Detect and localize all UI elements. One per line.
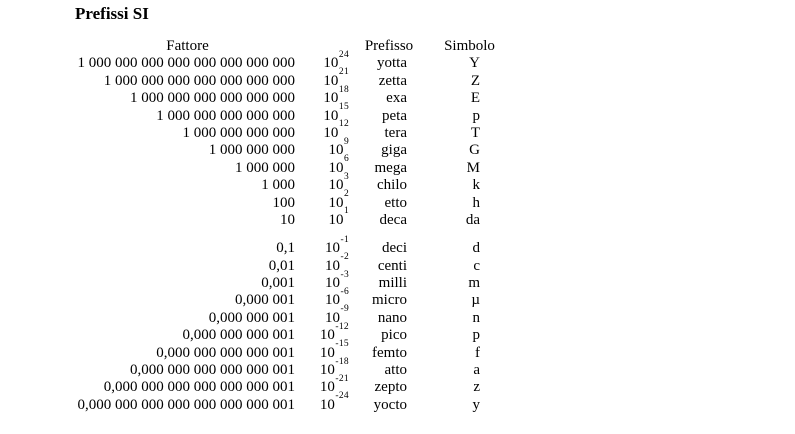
power-of-ten: $10^{-12}$ [319, 321, 349, 344]
prefix-name: micro [372, 292, 407, 309]
table-row [60, 373, 480, 396]
prefix-name: zetta [378, 72, 407, 89]
power-of-ten: $10^3$ [328, 171, 349, 194]
prefix-symbol: k [472, 177, 480, 194]
prefix-symbol: c [473, 257, 480, 274]
power-of-ten: $10^{-3}$ [324, 269, 349, 292]
factor-value: 1 000 000 000 000 000 000 000 000 [77, 55, 295, 72]
table-row [60, 136, 480, 159]
prefix-name: yocto [373, 396, 407, 413]
factor-value: 0,000 000 000 000 000 000 000 001 [77, 396, 295, 413]
si-prefixes-table [60, 38, 495, 414]
prefix-name: deca [379, 211, 407, 228]
power-exponent: -21 [335, 373, 349, 384]
table-row [60, 356, 480, 379]
prefix-symbol: y [472, 396, 480, 413]
power-exponent: 24 [338, 49, 349, 60]
table-row [60, 391, 480, 414]
column-header-simbolo: Simbolo [444, 38, 495, 54]
power-exponent: -12 [335, 321, 349, 332]
power-exponent: -6 [340, 286, 349, 297]
table-row [60, 171, 480, 194]
factor-value: 0,000 000 000 000 001 [156, 344, 295, 361]
table-row [60, 234, 480, 257]
power-of-ten: $10^{-18}$ [319, 356, 349, 379]
table-row [60, 252, 480, 275]
table-row [60, 321, 480, 344]
prefix-name: deci [382, 240, 407, 257]
prefix-name: zepto [374, 379, 407, 396]
power-of-ten: $10^{24}$ [323, 49, 349, 72]
table-header-row [60, 38, 495, 55]
factor-value: 1 000 000 000 000 000 000 [130, 90, 295, 107]
factor-value: 1 000 000 000 000 000 000 000 [103, 72, 295, 89]
factor-value: 0,01 [268, 257, 295, 274]
factor-value: 1 000 000 000 [208, 142, 295, 159]
table-row [60, 286, 480, 309]
prefix-symbol: p [472, 327, 480, 344]
power-of-ten: $10^{-15}$ [319, 339, 349, 361]
power-exponent: -2 [340, 252, 349, 263]
power-exponent: -18 [335, 356, 349, 367]
table-row [60, 154, 480, 177]
prefix-symbol: G [469, 142, 480, 159]
prefix-name: atto [384, 362, 407, 379]
power-exponent: 15 [338, 102, 349, 113]
prefix-symbol: M [466, 159, 480, 176]
table-row [60, 49, 480, 72]
factor-value: 1 000 000 000 000 000 [156, 107, 295, 124]
power-of-ten: $10^{-2}$ [324, 252, 349, 274]
power-exponent: 3 [343, 171, 349, 182]
table-row [60, 84, 480, 107]
power-exponent: -1 [340, 234, 349, 245]
column-header-prefisso: Prefisso [364, 38, 414, 54]
factor-value: 10 [280, 211, 295, 228]
power-exponent: 21 [338, 67, 349, 78]
power-exponent: -24 [335, 391, 349, 402]
power-of-ten: $10^1$ [328, 206, 349, 228]
table-row [60, 189, 480, 212]
power-of-ten: $10^{12}$ [323, 119, 349, 141]
power-of-ten: $10^{-9}$ [324, 304, 349, 326]
prefix-symbol: z [473, 379, 480, 396]
prefix-symbol: a [473, 362, 480, 379]
prefix-symbol: Y [469, 55, 480, 72]
factor-value: 0,1 [276, 240, 295, 257]
prefix-name: femto [372, 344, 407, 361]
power-of-ten: $10^{-1}$ [324, 234, 349, 257]
prefix-name: etto [384, 194, 407, 211]
prefix-symbol: da [465, 211, 480, 228]
power-of-ten: $10^{-21}$ [319, 373, 349, 396]
prefix-name: nano [377, 309, 407, 326]
factor-value: 1 000 000 [235, 159, 295, 176]
power-of-ten: $10^9$ [328, 136, 349, 159]
prefix-symbol: f [475, 344, 480, 361]
prefix-name: chilo [377, 177, 407, 194]
prefix-symbol: h [472, 194, 480, 211]
prefix-name: tera [384, 124, 407, 141]
table-body [60, 49, 480, 414]
power-of-ten: $10^2$ [328, 189, 349, 211]
power-of-ten: $10^{15}$ [323, 102, 349, 124]
factor-value: 0,001 [261, 275, 295, 292]
page-title: Prefissi SI [75, 4, 149, 23]
table-row [60, 67, 480, 90]
prefix-symbol: E [470, 90, 480, 107]
power-of-ten: $10^{21}$ [323, 67, 349, 89]
prefix-name: centi [377, 257, 407, 274]
prefix-name: milli [378, 275, 407, 292]
power-exponent: 6 [343, 154, 349, 165]
power-of-ten: $10^6$ [328, 154, 349, 176]
factor-value: 0,000 000 000 001 [182, 327, 295, 344]
table-row [60, 119, 480, 142]
factor-value: 1 000 000 000 000 [182, 124, 295, 141]
prefix-name: giga [381, 142, 407, 159]
power-exponent: 1 [343, 206, 349, 217]
power-exponent: 18 [338, 84, 349, 95]
table-row [60, 269, 480, 292]
prefix-symbol: n [472, 309, 480, 326]
power-exponent: -9 [340, 304, 349, 315]
prefix-symbol: d [472, 240, 480, 257]
prefix-symbol: µ [471, 292, 480, 309]
factor-value: 100 [272, 194, 295, 211]
factor-value: 0,000 001 [235, 292, 295, 309]
prefix-name: yotta [377, 55, 407, 72]
prefix-name: peta [382, 107, 407, 124]
power-exponent: 12 [338, 119, 349, 130]
column-header-fattore: Fattore [166, 38, 209, 54]
power-of-ten: $10^{-24}$ [319, 391, 349, 413]
prefix-symbol: T [470, 124, 480, 141]
factor-value: 0,000 000 001 [208, 309, 295, 326]
table-row [60, 339, 480, 362]
prefix-symbol: p [472, 107, 480, 124]
power-exponent: 9 [343, 136, 349, 147]
prefix-symbol: m [468, 275, 480, 292]
factor-value: 0,000 000 000 000 000 001 [130, 362, 295, 379]
table-row [60, 102, 480, 125]
table-row [60, 206, 480, 229]
prefix-name: pico [381, 327, 407, 344]
power-exponent: -3 [340, 269, 349, 280]
prefix-name: mega [374, 159, 407, 176]
section-gap [60, 229, 480, 240]
power-exponent: 2 [343, 189, 349, 200]
power-of-ten: $10^{18}$ [323, 84, 349, 107]
prefix-name: exa [386, 90, 407, 107]
power-exponent: -15 [335, 339, 349, 350]
factor-value: 1 000 [261, 177, 295, 194]
factor-value: 0,000 000 000 000 000 000 001 [103, 379, 295, 396]
prefix-symbol: Z [470, 72, 480, 89]
power-of-ten: $10^{-6}$ [324, 286, 349, 309]
table-row [60, 304, 480, 327]
